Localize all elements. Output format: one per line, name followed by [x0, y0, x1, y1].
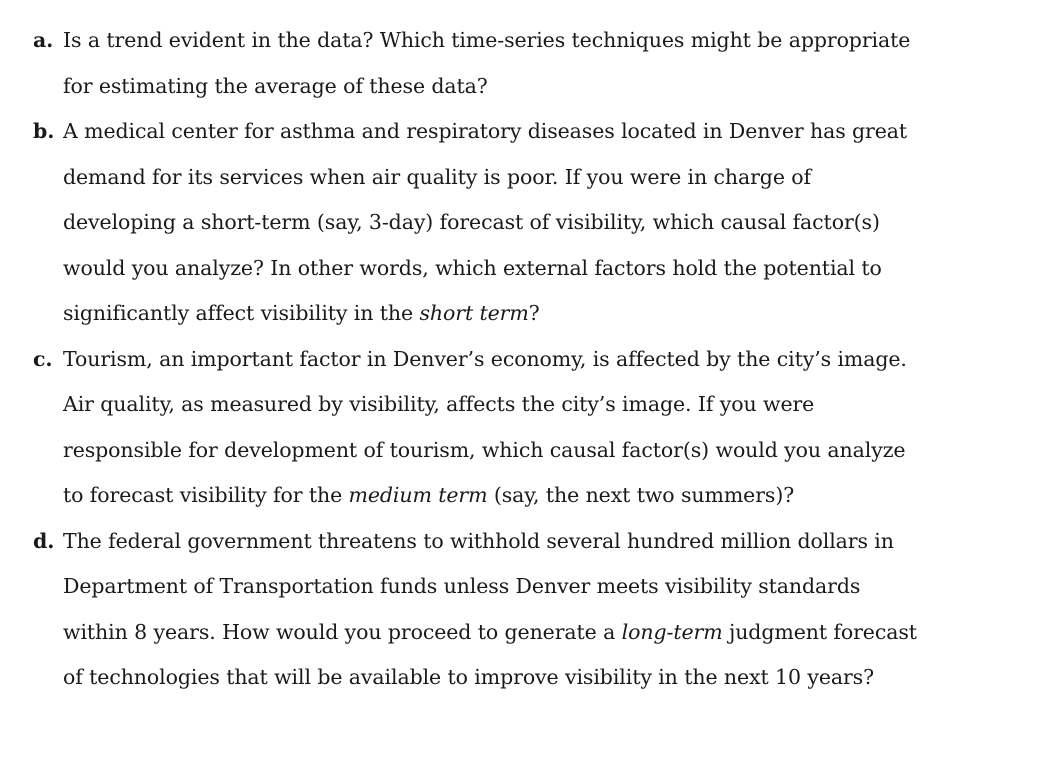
italic-text: medium term	[348, 483, 488, 507]
text-line	[63, 655, 1043, 701]
text-run: Tourism, an important factor in Denver’s economy, is affected by the city’s image.	[63, 346, 907, 371]
text-run: responsible for development of tourism, which causal factor(s) would you analyze	[63, 437, 906, 462]
text-run: ?	[528, 301, 540, 325]
text-run: to forecast visibility for the	[63, 483, 349, 507]
question-c	[33, 337, 1043, 519]
text-run: of technologies that will be available to improve visibility in the next 10 years?	[63, 665, 874, 689]
text-line	[63, 200, 1043, 246]
text-run: demand for its services when air quality is poor. If you were in charge of	[63, 164, 811, 189]
text-run: within 8 years. How would you proceed to generate a	[63, 619, 622, 644]
text-line	[63, 382, 1043, 428]
text-line	[63, 64, 1043, 110]
text-run: would you analyze? In other words, which external factors hold the potential to	[63, 255, 882, 280]
question-list	[33, 18, 1043, 701]
question-marker: a.	[33, 28, 54, 52]
text-run: (say, the next two summers)?	[487, 483, 795, 507]
question-text	[63, 18, 1043, 109]
text-run: Air quality, as measured by visibility, affects the city’s image. If you were	[63, 392, 815, 416]
italic-text: short term	[419, 301, 529, 325]
text-line	[63, 337, 1043, 383]
text-run: judgment forecast	[722, 619, 917, 644]
text-line	[63, 18, 1043, 64]
text-line	[63, 473, 1043, 519]
text-run: significantly affect visibility in the	[63, 301, 420, 325]
text-line	[63, 109, 1043, 155]
text-run: A medical center for asthma and respiratory diseases located in Denver has great	[63, 119, 908, 143]
text-run: Department of Transportation funds unless Denver meets visibility standards	[63, 574, 861, 598]
text-line	[63, 564, 1043, 610]
text-line	[63, 519, 1043, 565]
text-run: Is a trend evident in the data? Which time-series techniques might be appropriate	[63, 28, 911, 52]
text-line	[63, 428, 1043, 474]
question-text	[63, 109, 1043, 337]
question-text	[63, 519, 1043, 701]
question-d	[33, 519, 1043, 701]
text-run: The federal government threatens to withhold several hundred million dollars in	[63, 528, 894, 553]
text-run: for estimating the average of these data?	[63, 73, 488, 98]
question-marker: b.	[33, 119, 55, 143]
text-line	[63, 610, 1043, 656]
question-b	[33, 109, 1043, 337]
text-run: developing a short-term (say, 3-day) forecast of visibility, which causal factor(s)	[63, 210, 880, 234]
text-line	[63, 246, 1043, 292]
question-a	[33, 18, 1043, 109]
question-marker: c.	[33, 346, 53, 371]
text-line	[63, 155, 1043, 201]
text-line	[63, 291, 1043, 337]
italic-text: long-term	[621, 619, 723, 644]
question-text	[63, 337, 1043, 519]
question-marker: d.	[33, 528, 55, 553]
